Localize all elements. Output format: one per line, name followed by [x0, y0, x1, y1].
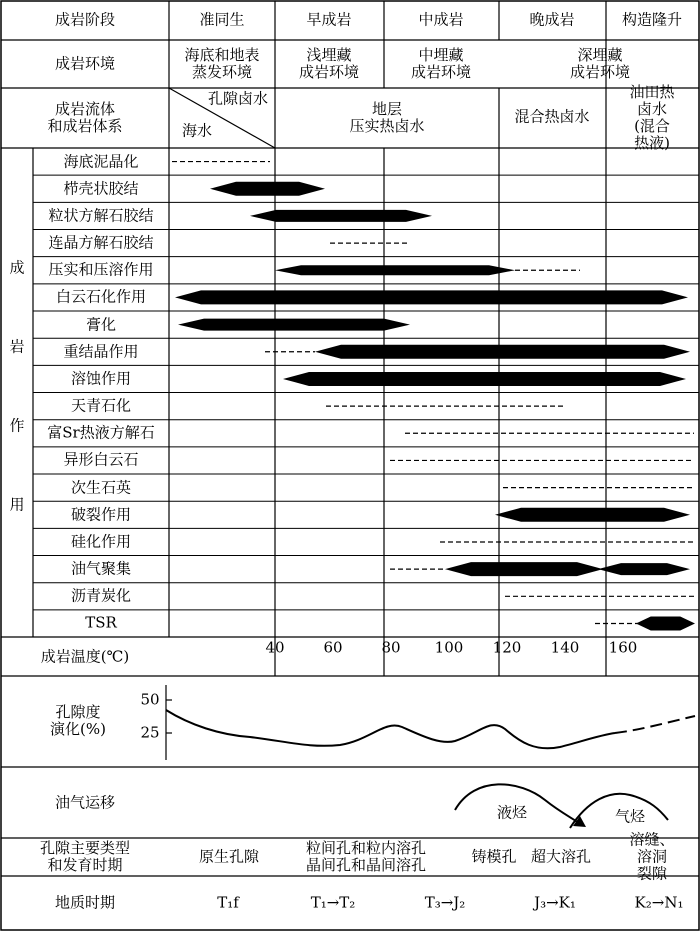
side-label-char: 用 — [9, 495, 25, 514]
process-bar-solid — [175, 290, 688, 304]
geologic-period: T₃→J₂ — [424, 893, 466, 912]
temperature-tick: 160 — [608, 638, 638, 657]
stage-name: 准同生 — [199, 10, 245, 29]
process-label: 溶蚀作用 — [70, 369, 131, 388]
environment-name: 深埋藏 成岩环境 — [569, 46, 631, 81]
stage-name: 晚成岩 — [529, 10, 575, 29]
geologic-time-label: 地质时期 — [54, 893, 116, 912]
temperature-tick: 100 — [434, 638, 464, 657]
environment-name: 海底和地表 蒸发环境 — [184, 46, 260, 81]
process-bar-solid — [178, 319, 410, 331]
porosity-tick: 50 — [140, 690, 160, 709]
fluid-seawater-pore: 孔隙卤水 — [207, 89, 269, 108]
temperature-tick: 80 — [381, 638, 401, 657]
pore-types-label: 孔隙主要类型 和发育时期 — [39, 839, 131, 874]
temperature-tick: 120 — [492, 638, 522, 657]
process-label: 连晶方解石胶结 — [48, 233, 154, 252]
process-bar-solid — [283, 372, 686, 386]
pore-type: 超大溶孔 — [530, 847, 592, 866]
stage-name: 早成岩 — [306, 10, 352, 29]
pore-type: 粒间孔和粒内溶孔 晶间孔和晶间溶孔 — [305, 839, 427, 874]
geologic-period: J₃→K₁ — [534, 893, 576, 912]
temperature-tick: 140 — [550, 638, 580, 657]
fluid-name: 混合热卤水 — [514, 107, 590, 126]
process-bar-solid — [636, 616, 695, 630]
process-label: 天青石化 — [70, 396, 131, 415]
environment-name: 浅埋藏 成岩环境 — [298, 46, 360, 81]
process-label: 油气聚集 — [70, 559, 131, 578]
temperature-tick: 60 — [323, 638, 343, 657]
row-label-environment: 成岩环境 — [54, 54, 116, 73]
process-bar-solid — [275, 265, 515, 275]
process-label: 次生石英 — [70, 478, 131, 497]
geologic-period: T₁→T₂ — [310, 893, 356, 912]
process-bar-solid — [445, 562, 603, 576]
fluid-name: 地层 压实热卤水 — [349, 100, 425, 135]
process-label: 压实和压溶作用 — [48, 260, 154, 279]
fluid-seawater: 海水 — [181, 121, 213, 140]
process-label: 栉壳状胶结 — [63, 179, 139, 198]
process-bar-solid — [598, 563, 690, 575]
porosity-label: 孔隙度 演化(%) — [50, 703, 106, 738]
pore-type: 溶缝、溶洞 裂隙 — [629, 830, 675, 883]
process-label: 硅化作用 — [70, 532, 131, 551]
side-label-char: 作 — [9, 416, 25, 435]
process-label: 重结晶作用 — [63, 342, 139, 361]
geologic-period: K₂→N₁ — [634, 893, 684, 912]
process-label: 破裂作用 — [70, 505, 131, 524]
side-label-char: 成 — [9, 258, 25, 277]
process-label: 白云石化作用 — [55, 287, 146, 306]
row-label-fluid: 成岩流体 和成岩体系 — [47, 100, 123, 135]
fluid-name: 油田热卤水 (混合热液) — [629, 83, 675, 152]
migration-liquid: 液烃 — [496, 803, 528, 822]
stage-name: 构造隆升 — [621, 10, 683, 29]
process-label: 海底泥晶化 — [63, 152, 139, 171]
process-bar-solid — [210, 182, 325, 196]
process-label: 膏化 — [85, 315, 116, 334]
process-bar-solid — [315, 345, 690, 359]
migration-gas: 气烃 — [614, 807, 646, 826]
side-label-char: 岩 — [9, 337, 25, 356]
process-label: 富Sr热液方解石 — [47, 423, 155, 442]
process-bar-solid — [250, 210, 432, 222]
migration-label: 油气运移 — [54, 793, 116, 812]
stage-name: 中成岩 — [418, 10, 464, 29]
temperature-label: 成岩温度(℃) — [40, 647, 130, 666]
geologic-period: T₁f — [217, 893, 239, 912]
process-label: 粒状方解石胶结 — [48, 206, 154, 225]
pore-type: 铸模孔 — [471, 847, 517, 866]
process-label: TSR — [85, 613, 117, 632]
process-bar-solid — [495, 508, 690, 522]
process-label: 异形白云石 — [63, 450, 139, 469]
temperature-tick: 40 — [265, 638, 285, 657]
environment-name: 中埋藏 成岩环境 — [410, 46, 472, 81]
porosity-curve-dashed — [615, 716, 695, 733]
pore-type: 原生孔隙 — [198, 847, 260, 866]
porosity-curve — [166, 710, 615, 748]
row-label-stage: 成岩阶段 — [54, 10, 116, 29]
porosity-tick: 25 — [140, 723, 160, 742]
process-label: 沥青炭化 — [70, 586, 131, 605]
